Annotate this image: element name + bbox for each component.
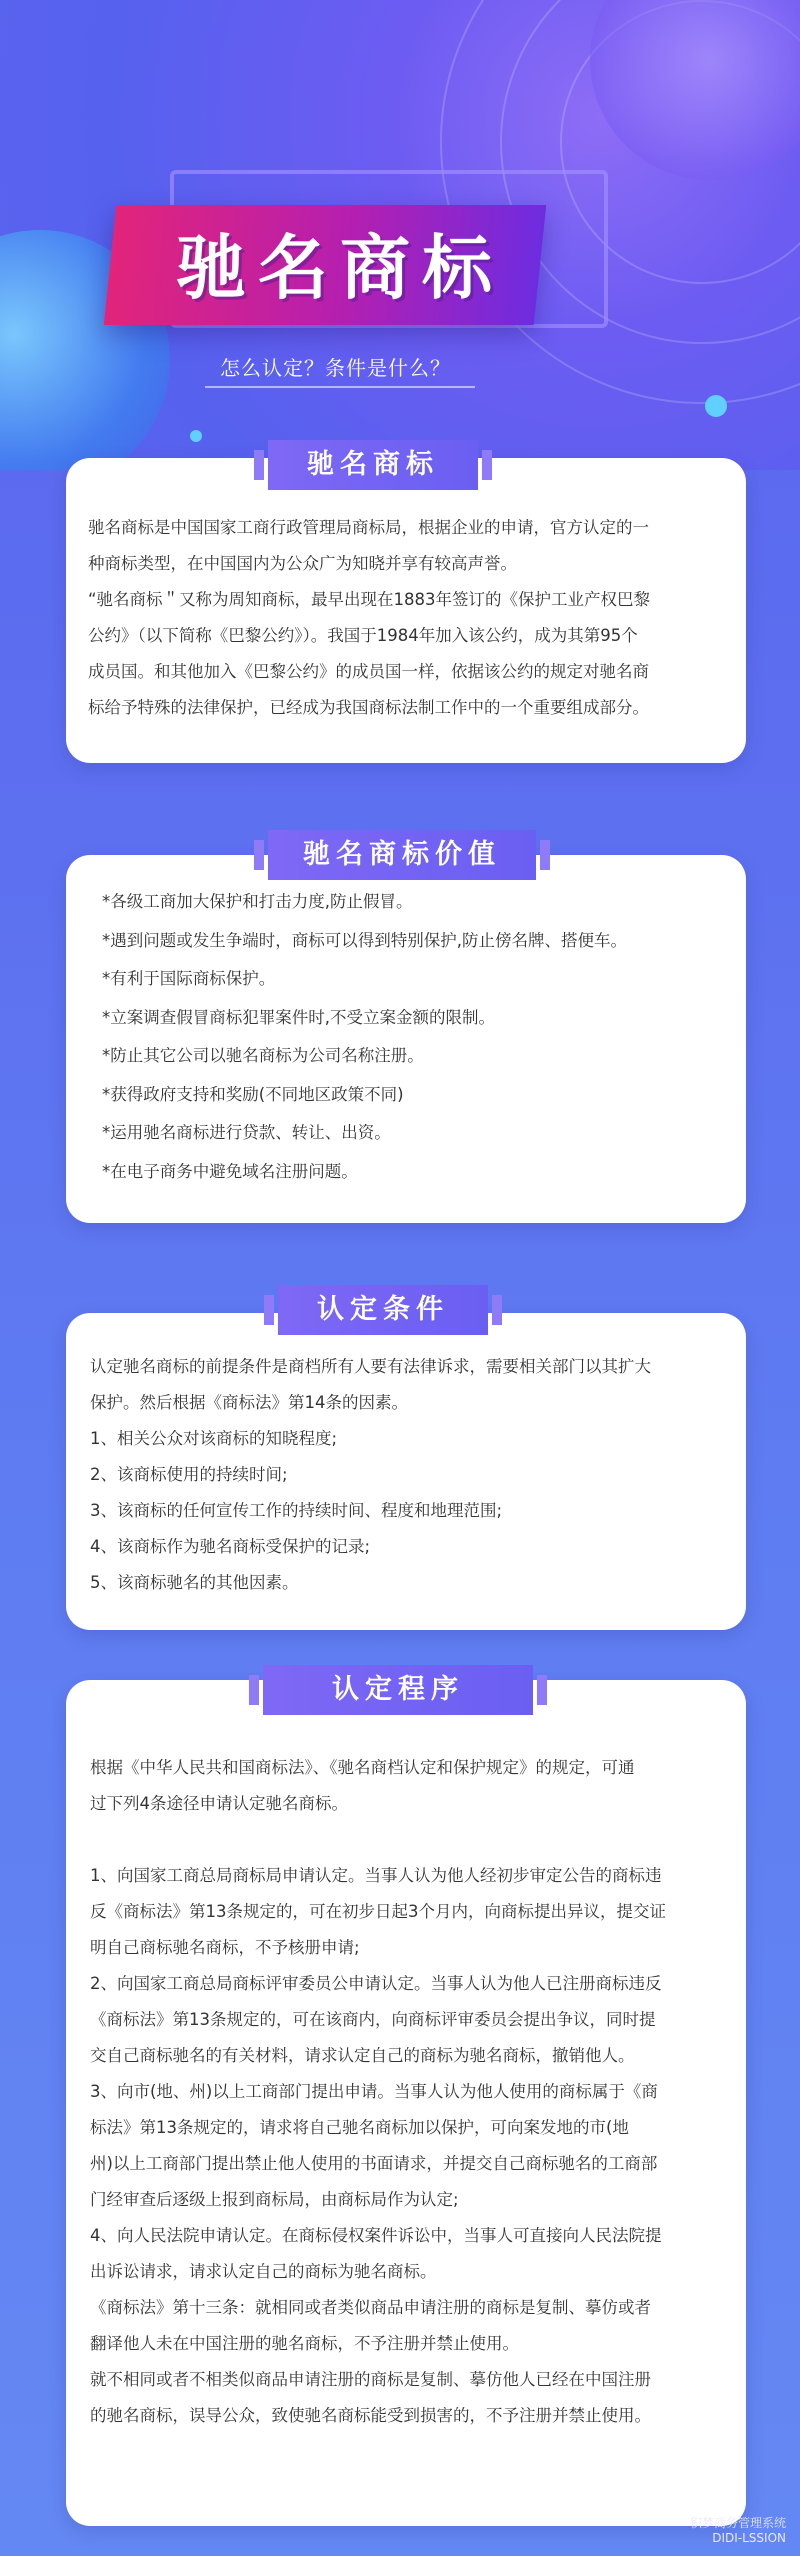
text-line: *防止其它公司以驰名商标为公司名称注册。: [102, 1046, 424, 1065]
text-line: *立案调查假冒商标犯罪案件时,不受立案金额的限制。: [102, 1007, 495, 1027]
text-line: 交自己商标驰名的有关材料，请求认定自己的商标为驰名商标，撤销他人。: [90, 2046, 635, 2065]
text-line: *运用驰名商标进行贷款、转让、出资。: [102, 1123, 391, 1142]
text-line: 过下列4条途径申请认定驰名商标。: [90, 1794, 348, 1813]
text-line: 5、该商标驰名的其他因素。: [90, 1573, 299, 1592]
value-list: [102, 883, 710, 1191]
procedure-text: [90, 1750, 722, 2434]
text-line: 就不相同或者不相类似商品申请注册的商标是复制、摹仿他人已经在中国注册: [90, 2370, 651, 2389]
intro-text: [88, 510, 724, 726]
conditions-text: [90, 1349, 722, 1601]
text-line: 2、向国家工商总局商标评审委员公申请认定。当事人认为他人已注册商标违反: [90, 1974, 662, 1993]
text-line: 公约》（以下简称《巴黎公约》）。我国于1984年加入该公约，成为其第95个: [88, 626, 638, 645]
text-line: 认定驰名商标的前提条件是商档所有人要有法律诉求，需要相关部门以其扩大: [90, 1357, 651, 1376]
text-line: 1、相关公众对该商标的知晓程度;: [90, 1429, 338, 1448]
text-line: 州)以上工商部门提出禁止他人使用的书面请求，并提交自己商标驰名的工商部: [90, 2154, 658, 2173]
text-line: 驰名商标是中国国家工商行政管理局商标局，根据企业的申请，官方认定的一: [88, 518, 649, 537]
text-line: 门经审查后逐级上报到商标局，由商标局作为认定;: [90, 2190, 459, 2209]
text-line: 1、向国家工商总局商标局申请认定。当事人认为他人经初步审定公告的商标违: [90, 1866, 662, 1885]
text-line: 翻译他人未在中国注册的驰名商标，不予注册并禁止使用。: [90, 2334, 519, 2353]
text-line: *有利于国际商标保护。: [102, 969, 276, 988]
section-card-value: [66, 855, 746, 1223]
text-line: 明自己商标驰名商标，不予核册申请;: [90, 1938, 360, 1957]
text-line: 标给予特殊的法律保护，已经成为我国商标法制工作中的一个重要组成部分。: [88, 698, 649, 717]
section-card-conditions: [66, 1313, 746, 1630]
text-line: 成员国。和其他加入《巴黎公约》的成员国一样，依据该公约的规定对驰名商: [88, 662, 649, 681]
text-line: 3、向市(地、州)以上工商部门提出申请。当事人认为他人使用的商标属于《商: [90, 2082, 658, 2101]
text-line: 反《商标法》第13条规定的，可在初步日起3个月内，向商标提出异议，提交证: [90, 1902, 666, 1921]
section-heading: 驰名商标价值: [268, 830, 536, 880]
text-line: 的驰名商标，误导公众，致使驰名商标能受到损害的，不予注册并禁止使用。: [90, 2406, 651, 2425]
text-line: *在电子商务中避免域名注册问题。: [102, 1161, 358, 1181]
text-line: 《商标法》第十三条：就相同或者类似商品申请注册的商标是复制、摹仿或者: [90, 2298, 651, 2317]
text-line: 2、该商标使用的持续时间;: [90, 1465, 288, 1484]
text-line: 种商标类型，在中国国内为公众广为知晓并享有较高声誉。: [88, 554, 517, 573]
text-line: *遇到问题或发生争端时，商标可以得到特别保护,防止傍名牌、搭便车。: [102, 930, 627, 950]
section-card-intro: [66, 458, 746, 763]
text-line: 保护。然后根据《商标法》第14条的因素。: [90, 1393, 408, 1412]
section-card-procedure: [66, 1680, 746, 2526]
text-line: *各级工商加大保护和打击力度,防止假冒。: [102, 892, 413, 911]
page-subtitle: 怎么认定？条件是什么？: [220, 356, 451, 380]
hero-banner: [0, 0, 800, 470]
watermark-line: DIDI-LSSION: [712, 2531, 786, 2545]
text-line: 根据《中华人民共和国商标法》、《驰名商档认定和保护规定》的规定，可通: [90, 1758, 635, 1777]
section-heading: 认定程序: [263, 1665, 533, 1715]
text-line: 3、该商标的任何宣传工作的持续时间、程度和地理范围;: [90, 1501, 503, 1520]
text-line: 标法》第13条规定的，请求将自己驰名商标加以保护，可向案发地的市(地: [90, 2118, 629, 2137]
subtitle-underline: [205, 386, 475, 388]
text-line: 《商标法》第13条规定的，可在该商内，向商标评审委员会提出争议，同时提: [90, 2010, 656, 2029]
decor-dot: [190, 430, 202, 442]
text-line: *获得政府支持和奖励(不同地区政策不同): [102, 1084, 404, 1104]
text-line: 出诉讼请求，请求认定自己的商标为驰名商标。: [90, 2262, 437, 2281]
text-line: [90, 1822, 722, 1858]
text-line: “驰名商标＂又称为周知商标，最早出现在1883年签订的《保护工业产权巴黎: [88, 590, 651, 609]
text-line: 4、该商标作为驰名商标受保护的记录;: [90, 1537, 371, 1556]
watermark-line: 积梦商务管理系统: [689, 2516, 786, 2530]
page-title: 驰名商标: [176, 227, 504, 309]
decor-dot: [705, 395, 727, 417]
section-heading: 驰名商标: [268, 440, 478, 490]
text-line: 4、向人民法院申请认定。在商标侵权案件诉讼中，当事人可直接向人民法院提: [90, 2226, 662, 2245]
section-heading: 认定条件: [278, 1285, 488, 1335]
watermark: [690, 2516, 786, 2546]
